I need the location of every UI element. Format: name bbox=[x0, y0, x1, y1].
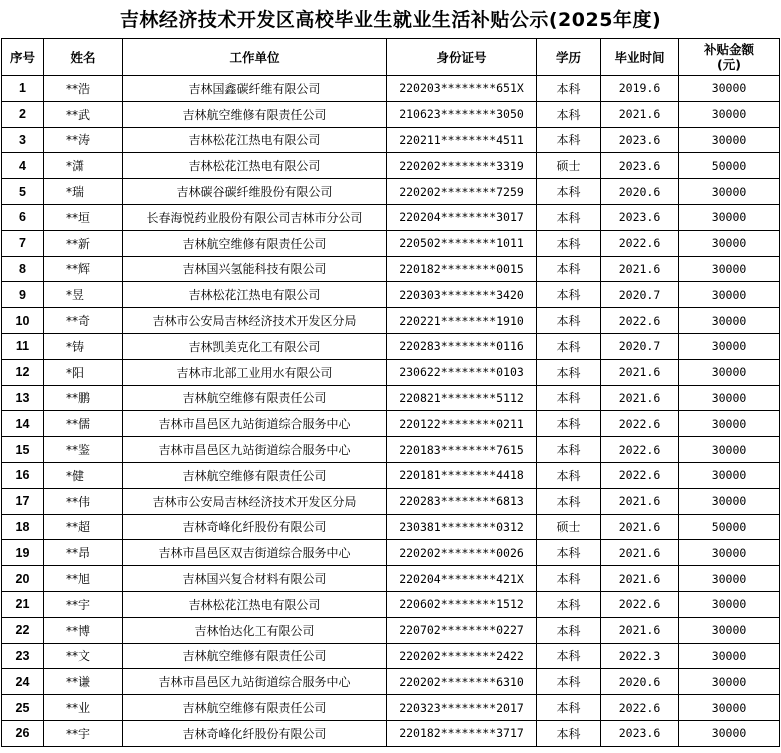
cell-amount: 30000 bbox=[679, 385, 780, 411]
cell-amount: 50000 bbox=[679, 153, 780, 179]
cell-employer: 吉林航空维修有限责任公司 bbox=[123, 385, 387, 411]
cell-employer: 吉林松花江热电有限公司 bbox=[123, 591, 387, 617]
cell-id: 220502********1011 bbox=[387, 230, 537, 256]
cell-grad-time: 2022.6 bbox=[601, 230, 679, 256]
cell-name: **谦 bbox=[44, 669, 123, 695]
table-row bbox=[2, 566, 780, 592]
cell-grad-time: 2020.6 bbox=[601, 669, 679, 695]
cell-name: *昱 bbox=[44, 282, 123, 308]
header-seq: 序号 bbox=[2, 39, 44, 76]
cell-amount: 30000 bbox=[679, 308, 780, 334]
header-name: 姓名 bbox=[44, 39, 123, 76]
cell-employer: 吉林凯美克化工有限公司 bbox=[123, 333, 387, 359]
cell-amount: 30000 bbox=[679, 488, 780, 514]
cell-id: 220211********4511 bbox=[387, 127, 537, 153]
cell-degree: 本科 bbox=[537, 566, 601, 592]
table-row bbox=[2, 333, 780, 359]
cell-grad-time: 2022.6 bbox=[601, 695, 679, 721]
cell-amount: 30000 bbox=[679, 333, 780, 359]
cell-employer: 吉林市公安局吉林经济技术开发区分局 bbox=[123, 488, 387, 514]
table-row bbox=[2, 720, 780, 746]
cell-id: 220202********0026 bbox=[387, 540, 537, 566]
header-id: 身份证号 bbox=[387, 39, 537, 76]
cell-employer: 吉林市昌邑区九站街道综合服务中心 bbox=[123, 437, 387, 463]
cell-amount: 30000 bbox=[679, 643, 780, 669]
cell-degree: 本科 bbox=[537, 256, 601, 282]
header-amount-line1: 补贴金额 bbox=[703, 42, 754, 57]
cell-id: 220203********651X bbox=[387, 76, 537, 102]
cell-employer: 长春海悦药业股份有限公司吉林市分公司 bbox=[123, 204, 387, 230]
cell-id: 230381********0312 bbox=[387, 514, 537, 540]
table-row bbox=[2, 462, 780, 488]
table-row bbox=[2, 411, 780, 437]
cell-amount: 30000 bbox=[679, 437, 780, 463]
cell-grad-time: 2021.6 bbox=[601, 488, 679, 514]
cell-employer: 吉林航空维修有限责任公司 bbox=[123, 643, 387, 669]
cell-employer: 吉林市昌邑区九站街道综合服务中心 bbox=[123, 669, 387, 695]
cell-employer: 吉林奇峰化纤股份有限公司 bbox=[123, 720, 387, 746]
cell-name: *健 bbox=[44, 462, 123, 488]
table-row bbox=[2, 179, 780, 205]
cell-seq: 21 bbox=[2, 591, 44, 617]
cell-grad-time: 2023.6 bbox=[601, 127, 679, 153]
cell-name: *铸 bbox=[44, 333, 123, 359]
cell-seq: 25 bbox=[2, 695, 44, 721]
cell-degree: 本科 bbox=[537, 333, 601, 359]
cell-name: **宇 bbox=[44, 720, 123, 746]
cell-name: **鉴 bbox=[44, 437, 123, 463]
cell-amount: 50000 bbox=[679, 514, 780, 540]
cell-degree: 本科 bbox=[537, 127, 601, 153]
cell-grad-time: 2021.6 bbox=[601, 385, 679, 411]
cell-seq: 18 bbox=[2, 514, 44, 540]
cell-grad-time: 2019.6 bbox=[601, 76, 679, 102]
cell-id: 220204********421X bbox=[387, 566, 537, 592]
cell-id: 220202********3319 bbox=[387, 153, 537, 179]
cell-id: 220602********1512 bbox=[387, 591, 537, 617]
cell-grad-time: 2020.6 bbox=[601, 179, 679, 205]
cell-employer: 吉林航空维修有限责任公司 bbox=[123, 101, 387, 127]
cell-degree: 本科 bbox=[537, 101, 601, 127]
cell-name: **涛 bbox=[44, 127, 123, 153]
table-row bbox=[2, 359, 780, 385]
cell-employer: 吉林国兴复合材料有限公司 bbox=[123, 566, 387, 592]
cell-seq: 24 bbox=[2, 669, 44, 695]
cell-id: 220122********0211 bbox=[387, 411, 537, 437]
cell-name: *阳 bbox=[44, 359, 123, 385]
cell-amount: 30000 bbox=[679, 179, 780, 205]
cell-grad-time: 2021.6 bbox=[601, 514, 679, 540]
cell-name: **文 bbox=[44, 643, 123, 669]
table-row bbox=[2, 308, 780, 334]
table-row bbox=[2, 385, 780, 411]
cell-grad-time: 2022.6 bbox=[601, 437, 679, 463]
cell-degree: 本科 bbox=[537, 204, 601, 230]
cell-employer: 吉林奇峰化纤股份有限公司 bbox=[123, 514, 387, 540]
cell-name: *瑞 bbox=[44, 179, 123, 205]
table-row bbox=[2, 617, 780, 643]
cell-id: 220182********3717 bbox=[387, 720, 537, 746]
cell-id: 220323********2017 bbox=[387, 695, 537, 721]
cell-seq: 12 bbox=[2, 359, 44, 385]
cell-grad-time: 2022.6 bbox=[601, 308, 679, 334]
cell-amount: 30000 bbox=[679, 566, 780, 592]
table-row bbox=[2, 437, 780, 463]
cell-name: **业 bbox=[44, 695, 123, 721]
cell-degree: 本科 bbox=[537, 488, 601, 514]
cell-employer: 吉林松花江热电有限公司 bbox=[123, 127, 387, 153]
cell-seq: 15 bbox=[2, 437, 44, 463]
cell-grad-time: 2021.6 bbox=[601, 540, 679, 566]
cell-amount: 30000 bbox=[679, 230, 780, 256]
cell-id: 220182********0015 bbox=[387, 256, 537, 282]
cell-name: **奇 bbox=[44, 308, 123, 334]
cell-id: 220283********6813 bbox=[387, 488, 537, 514]
cell-seq: 11 bbox=[2, 333, 44, 359]
table-row bbox=[2, 540, 780, 566]
cell-degree: 本科 bbox=[537, 695, 601, 721]
cell-degree: 本科 bbox=[537, 411, 601, 437]
cell-employer: 吉林航空维修有限责任公司 bbox=[123, 695, 387, 721]
cell-seq: 1 bbox=[2, 76, 44, 102]
cell-seq: 17 bbox=[2, 488, 44, 514]
cell-employer: 吉林航空维修有限责任公司 bbox=[123, 462, 387, 488]
cell-seq: 5 bbox=[2, 179, 44, 205]
cell-name: **旭 bbox=[44, 566, 123, 592]
cell-seq: 13 bbox=[2, 385, 44, 411]
cell-amount: 30000 bbox=[679, 282, 780, 308]
cell-id: 220283********0116 bbox=[387, 333, 537, 359]
cell-degree: 本科 bbox=[537, 359, 601, 385]
cell-grad-time: 2021.6 bbox=[601, 617, 679, 643]
table-row bbox=[2, 256, 780, 282]
cell-amount: 30000 bbox=[679, 76, 780, 102]
table-body bbox=[2, 76, 780, 747]
cell-name: **超 bbox=[44, 514, 123, 540]
cell-amount: 30000 bbox=[679, 101, 780, 127]
cell-degree: 本科 bbox=[537, 230, 601, 256]
cell-grad-time: 2023.6 bbox=[601, 204, 679, 230]
cell-seq: 26 bbox=[2, 720, 44, 746]
cell-amount: 30000 bbox=[679, 462, 780, 488]
cell-name: *潇 bbox=[44, 153, 123, 179]
cell-name: **博 bbox=[44, 617, 123, 643]
cell-seq: 10 bbox=[2, 308, 44, 334]
cell-seq: 8 bbox=[2, 256, 44, 282]
cell-degree: 本科 bbox=[537, 643, 601, 669]
table-row bbox=[2, 643, 780, 669]
cell-degree: 本科 bbox=[537, 669, 601, 695]
cell-grad-time: 2020.7 bbox=[601, 333, 679, 359]
cell-seq: 16 bbox=[2, 462, 44, 488]
cell-employer: 吉林市昌邑区双吉街道综合服务中心 bbox=[123, 540, 387, 566]
table-row bbox=[2, 282, 780, 308]
cell-id: 220821********5112 bbox=[387, 385, 537, 411]
cell-grad-time: 2022.6 bbox=[601, 591, 679, 617]
cell-grad-time: 2022.6 bbox=[601, 462, 679, 488]
cell-seq: 2 bbox=[2, 101, 44, 127]
cell-degree: 硕士 bbox=[537, 514, 601, 540]
cell-employer: 吉林松花江热电有限公司 bbox=[123, 153, 387, 179]
table-row bbox=[2, 127, 780, 153]
cell-grad-time: 2022.6 bbox=[601, 411, 679, 437]
cell-name: **宇 bbox=[44, 591, 123, 617]
cell-seq: 7 bbox=[2, 230, 44, 256]
cell-name: **新 bbox=[44, 230, 123, 256]
cell-grad-time: 2020.7 bbox=[601, 282, 679, 308]
cell-seq: 6 bbox=[2, 204, 44, 230]
table-header-row bbox=[2, 39, 780, 76]
subsidy-table bbox=[1, 38, 780, 747]
table-row bbox=[2, 514, 780, 540]
cell-amount: 30000 bbox=[679, 540, 780, 566]
cell-name: **儒 bbox=[44, 411, 123, 437]
table-row bbox=[2, 488, 780, 514]
cell-seq: 4 bbox=[2, 153, 44, 179]
table-row bbox=[2, 101, 780, 127]
cell-name: **昂 bbox=[44, 540, 123, 566]
cell-grad-time: 2021.6 bbox=[601, 101, 679, 127]
cell-amount: 30000 bbox=[679, 204, 780, 230]
table-row bbox=[2, 695, 780, 721]
cell-grad-time: 2021.6 bbox=[601, 566, 679, 592]
cell-name: **辉 bbox=[44, 256, 123, 282]
cell-name: **浩 bbox=[44, 76, 123, 102]
cell-name: **垣 bbox=[44, 204, 123, 230]
cell-employer: 吉林松花江热电有限公司 bbox=[123, 282, 387, 308]
cell-id: 220204********3017 bbox=[387, 204, 537, 230]
cell-degree: 本科 bbox=[537, 282, 601, 308]
cell-seq: 14 bbox=[2, 411, 44, 437]
cell-id: 210623********3050 bbox=[387, 101, 537, 127]
cell-degree: 本科 bbox=[537, 540, 601, 566]
cell-grad-time: 2022.3 bbox=[601, 643, 679, 669]
cell-employer: 吉林国兴氢能科技有限公司 bbox=[123, 256, 387, 282]
cell-grad-time: 2021.6 bbox=[601, 256, 679, 282]
cell-degree: 本科 bbox=[537, 385, 601, 411]
cell-employer: 吉林市北部工业用水有限公司 bbox=[123, 359, 387, 385]
cell-degree: 本科 bbox=[537, 76, 601, 102]
cell-id: 230622********0103 bbox=[387, 359, 537, 385]
page-title: 吉林经济技术开发区高校毕业生就业生活补贴公示(2025年度) bbox=[119, 9, 662, 31]
cell-amount: 30000 bbox=[679, 695, 780, 721]
table-row bbox=[2, 76, 780, 102]
cell-degree: 本科 bbox=[537, 617, 601, 643]
cell-id: 220202********7259 bbox=[387, 179, 537, 205]
table-row bbox=[2, 204, 780, 230]
cell-name: **鹏 bbox=[44, 385, 123, 411]
cell-amount: 30000 bbox=[679, 127, 780, 153]
cell-amount: 30000 bbox=[679, 720, 780, 746]
cell-id: 220303********3420 bbox=[387, 282, 537, 308]
table-row bbox=[2, 591, 780, 617]
cell-grad-time: 2021.6 bbox=[601, 359, 679, 385]
cell-degree: 本科 bbox=[537, 462, 601, 488]
cell-employer: 吉林怡达化工有限公司 bbox=[123, 617, 387, 643]
cell-id: 220183********7615 bbox=[387, 437, 537, 463]
cell-seq: 9 bbox=[2, 282, 44, 308]
cell-id: 220221********1910 bbox=[387, 308, 537, 334]
cell-amount: 30000 bbox=[679, 256, 780, 282]
cell-degree: 本科 bbox=[537, 437, 601, 463]
cell-seq: 22 bbox=[2, 617, 44, 643]
cell-degree: 本科 bbox=[537, 591, 601, 617]
cell-amount: 30000 bbox=[679, 359, 780, 385]
cell-seq: 20 bbox=[2, 566, 44, 592]
table-row bbox=[2, 230, 780, 256]
cell-employer: 吉林市公安局吉林经济技术开发区分局 bbox=[123, 308, 387, 334]
cell-amount: 30000 bbox=[679, 591, 780, 617]
cell-grad-time: 2023.6 bbox=[601, 720, 679, 746]
cell-seq: 23 bbox=[2, 643, 44, 669]
table-row bbox=[2, 153, 780, 179]
header-degree: 学历 bbox=[537, 39, 601, 76]
header-amount bbox=[679, 39, 780, 76]
header-employer: 工作单位 bbox=[123, 39, 387, 76]
cell-employer: 吉林碳谷碳纤维股份有限公司 bbox=[123, 179, 387, 205]
cell-employer: 吉林航空维修有限责任公司 bbox=[123, 230, 387, 256]
cell-amount: 30000 bbox=[679, 617, 780, 643]
cell-employer: 吉林市昌邑区九站街道综合服务中心 bbox=[123, 411, 387, 437]
cell-name: **伟 bbox=[44, 488, 123, 514]
cell-employer: 吉林国鑫碳纤维有限公司 bbox=[123, 76, 387, 102]
cell-seq: 3 bbox=[2, 127, 44, 153]
cell-id: 220702********0227 bbox=[387, 617, 537, 643]
header-grad-time: 毕业时间 bbox=[601, 39, 679, 76]
cell-amount: 30000 bbox=[679, 669, 780, 695]
cell-degree: 本科 bbox=[537, 308, 601, 334]
cell-id: 220181********4418 bbox=[387, 462, 537, 488]
cell-amount: 30000 bbox=[679, 411, 780, 437]
cell-degree: 本科 bbox=[537, 179, 601, 205]
cell-degree: 硕士 bbox=[537, 153, 601, 179]
cell-seq: 19 bbox=[2, 540, 44, 566]
header-amount-line2: (元) bbox=[717, 57, 741, 72]
cell-grad-time: 2023.6 bbox=[601, 153, 679, 179]
cell-id: 220202********2422 bbox=[387, 643, 537, 669]
cell-id: 220202********6310 bbox=[387, 669, 537, 695]
table-row bbox=[2, 669, 780, 695]
cell-degree: 本科 bbox=[537, 720, 601, 746]
cell-name: **武 bbox=[44, 101, 123, 127]
